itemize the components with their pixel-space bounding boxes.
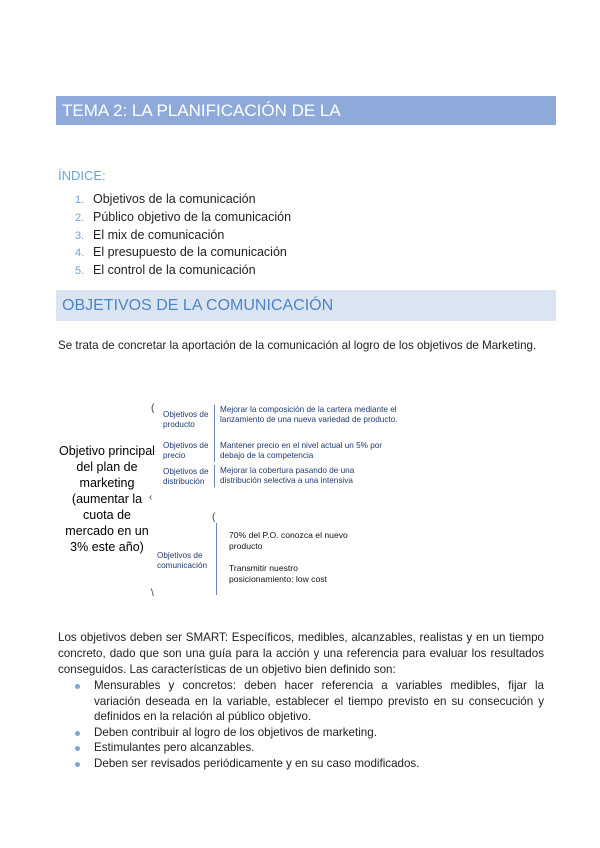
bullet-icon — [75, 684, 80, 689]
page-title: TEMA 2: LA PLANIFICACIÓN DE LA — [56, 96, 556, 125]
main-objective: Objetivo principal del plan de marketing (aumentar la cuota de mercado en un 3% este año) — [59, 444, 155, 554]
product-objective-text: Mejorar la composición de la cartera mediante el lanzamiento de una nueva variedad de producto. — [220, 405, 398, 424]
bullet-list — [58, 678, 544, 772]
bullet-icon — [75, 762, 80, 767]
bullet-text: Mensurables y concretos: deben hacer referencia a variables medibles, fijar la variación deseada en la variable, establecer el tiempo previsto en su consecución y definidos en la relación al público objetivo. — [94, 679, 544, 724]
objectives-diagram — [0, 395, 600, 605]
bullet-text: Estimulantes pero alcanzables. — [94, 741, 255, 755]
divider — [214, 465, 215, 487]
smart-paragraph: Los objetivos deben ser SMART: Específicos, medibles, alcanzables, realistas y en un tiempo concreto, dado que son una guía para la acción y una referencia para evaluar los resultados conseguidos. Las características de un objetivo bien definido son: — [58, 631, 544, 676]
list-item — [58, 740, 544, 756]
divider — [214, 440, 215, 462]
list-label: Objetivos de la comunicación — [93, 192, 256, 206]
distribution-objective-text: Mejorar la cobertura pasando de una distribución selectiva a una intensiva — [220, 466, 355, 485]
communication-objective-text-1: 70% del P.O. conozca el nuevo producto — [229, 530, 348, 551]
list-label: El control de la comunicación — [93, 263, 256, 278]
index-heading: ÍNDICE: — [58, 168, 106, 183]
list-number: 1. — [75, 194, 85, 206]
bullet-text: Deben ser revisados periódicamente y en su caso modificados. — [94, 756, 420, 770]
list-number: 2. — [75, 211, 85, 224]
list-item — [58, 725, 544, 741]
list-number: 3. — [75, 229, 85, 242]
distribution-objective-label: Objetivos de distribución — [163, 467, 209, 486]
communication-objective-text-2: Transmitir nuestro posicionamiento: low cost — [229, 563, 327, 584]
intro-paragraph: Se trata de concretar la aportación de la comunicación al logro de los objetivos de Marketing. — [58, 339, 537, 352]
list-item — [58, 756, 544, 772]
communication-objective-label: Objetivos de comunicación — [157, 551, 208, 570]
bullet-text: Deben contribuir al logro de los objetivos de marketing. — [94, 725, 377, 739]
brace-mid-icon: ‹ — [149, 492, 153, 503]
bullet-icon — [75, 746, 80, 751]
section-heading: OBJETIVOS DE LA COMUNICACIÓN — [56, 290, 556, 321]
list-label: El mix de comunicación — [93, 227, 225, 242]
list-number: 5. — [75, 265, 85, 278]
price-objective-label: Objetivos de precio — [163, 441, 209, 460]
list-number: 4. — [75, 247, 85, 260]
list-label: Público objetivo de la comunicación — [93, 209, 292, 224]
brace-comm-top-icon: ( — [212, 512, 216, 523]
list-label: El presupuesto de la comunicación — [93, 245, 287, 260]
bullet-icon — [75, 731, 80, 736]
list-item — [75, 244, 291, 262]
price-objective-text: Mantener precio en el nivel actual un 5% por debajo de la competencia — [220, 441, 383, 460]
divider — [214, 405, 215, 441]
list-item — [75, 262, 291, 280]
index-list — [75, 191, 291, 280]
divider — [216, 523, 217, 595]
list-item — [58, 678, 544, 725]
list-item — [75, 209, 291, 227]
list-item — [75, 191, 291, 209]
brace-top-icon: ( — [151, 403, 155, 414]
list-item — [75, 227, 291, 245]
product-objective-label: Objetivos de producto — [163, 410, 209, 429]
brace-bottom-icon: \ — [151, 588, 154, 599]
